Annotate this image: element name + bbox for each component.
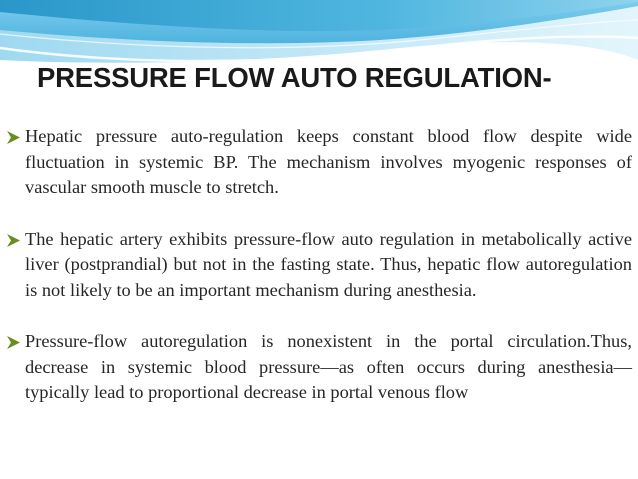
bullet-text: The hepatic artery exhibits pressure-flow auto regulation in metabolically active liver (postprandial) but not in the fasting state. Thus, hepatic flow autoregulation is not likely to be an important mechanism during anesthesia. [25, 228, 632, 300]
right-arrowhead-icon [6, 234, 20, 247]
bullet-item-1 [6, 124, 632, 201]
bullet-item-3 [6, 329, 632, 406]
bullet-text: Pressure-flow autoregulation is nonexistent in the portal circulation.Thus, decrease in systemic blood pressure—as often occurs during anesthesia—typically lead to proportional decrease in portal venous flow [25, 331, 632, 402]
bullet-item-2 [6, 227, 632, 304]
bullet-text: Hepatic pressure auto-regulation keeps constant blood flow despite wide fluctuation in systemic BP. The mechanism involves myogenic responses of vascular smooth muscle to stretch. [25, 126, 632, 197]
bullet-list [6, 124, 632, 406]
slide-title: PRESSURE FLOW AUTO REGULATION- [37, 62, 552, 93]
right-arrowhead-icon [6, 336, 20, 349]
right-arrowhead-icon [6, 131, 20, 144]
